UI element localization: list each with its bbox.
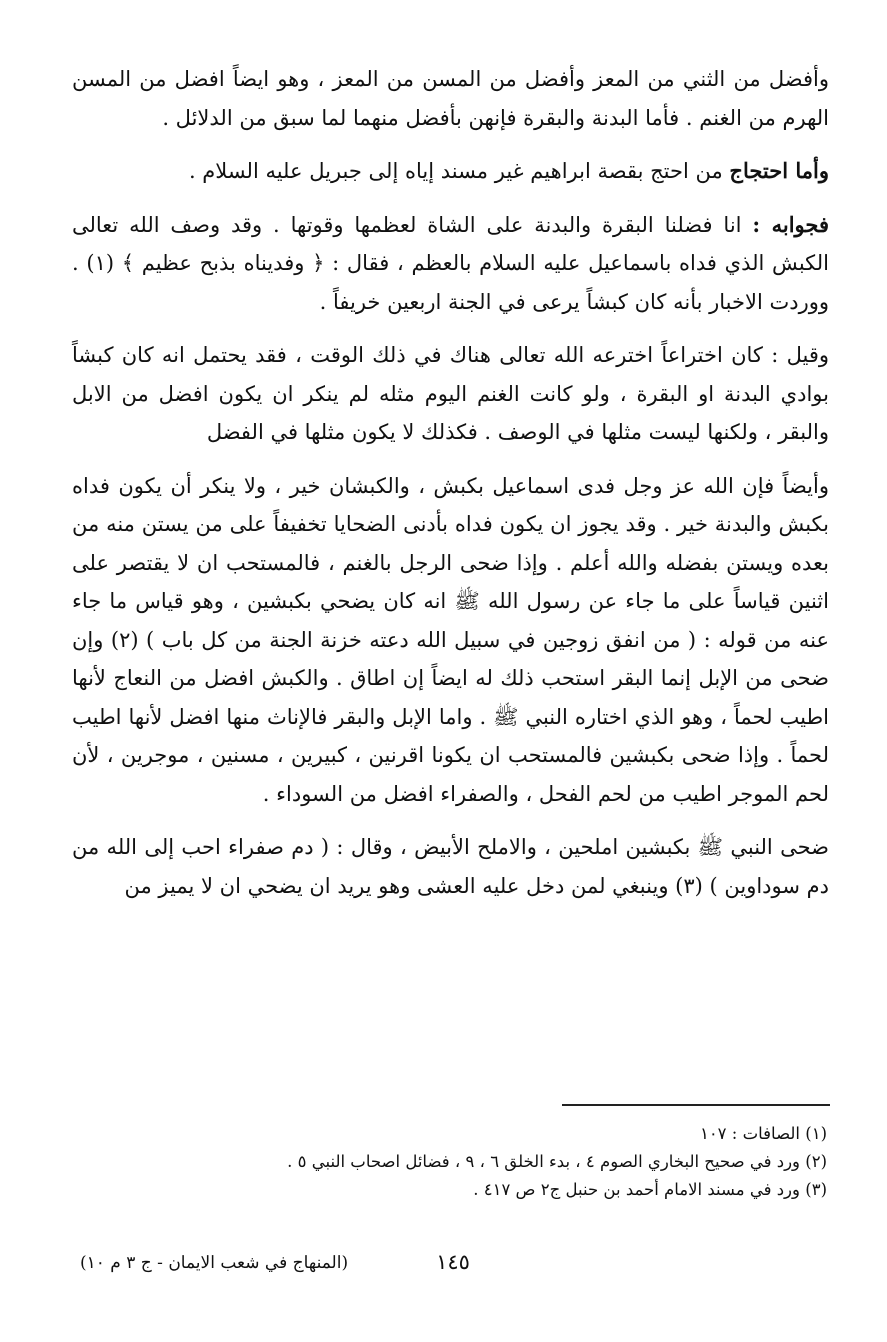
paragraph-lead: وأما احتجاج <box>729 158 829 183</box>
footnote-divider <box>562 1104 830 1106</box>
paragraph-2 <box>72 152 829 191</box>
paragraph-text: وأفضل من الثني من المعز وأفضل من المسن من المعز ، وهو ايضاً افضل من المسن الهرم من الغنم . فأما البدنة والبقرة فإنهن بأفضل منهما لما سبق من الدلائل . <box>72 67 829 130</box>
paragraph-lead: فجوابه : <box>752 211 829 237</box>
paragraph-3 <box>72 206 829 322</box>
paragraph-4 <box>72 336 829 452</box>
running-footer-title: (المنهاج في شعب الايمان - ج ٣ م ١٠) <box>80 1253 349 1273</box>
paragraph-6 <box>72 828 829 905</box>
footnotes <box>140 1120 827 1204</box>
paragraph-text: من احتج بقصة ابراهيم غير مسند إياه إلى جبريل عليه السلام . <box>188 159 730 183</box>
paragraph-text: انا فضلنا البقرة والبدنة على الشاة لعظمها وقوتها . وقد وصف الله تعالى الكبش الذي فداه باسماعيل عليه السلام بالعظم ، فقال : ﴿ وفديناه بذبح عظيم ﴾ (١) . ووردت الاخبار بأنه كان كبشاً يرعى في الجنة اربعين خريفاً . <box>72 212 829 314</box>
body-text <box>72 60 829 905</box>
paragraph-text: ضحى النبي ﷺ بكبشين املحين ، والاملح الأبيض ، وقال : ( دم صفراء احب إلى الله من دم سوداوين ) (٣) وينبغي لمن دخل عليه العشى وهو يريد ان يضحي ان لا يميز من <box>72 835 829 898</box>
paragraph-1 <box>72 60 829 137</box>
paragraph-text: وأيضاً فإن الله عز وجل فدى اسماعيل بكبش ، والكبشان خير ، ولا ينكر أن يكون فداه بكبش والبدنة خير . وقد يجوز ان يكون فداه بأدنى الضحايا تخفيفاً على من يستن منه من بعده ويستن بفضله والله أعلم . وإذا ضحى الرجل بالغنم ، فالمستحب ان لا يقتصر على اثنين قياساً على ما جاء عن رسول الله ﷺ انه كان يضحي بكبشين ، وهو قياس ما جاء عنه من قوله : ( من انفق زوجين في سبيل الله دعته خزنة الجنة من كل باب ) (٢) وإن ضحى من الإبل إنما البقر استحب ذلك له ايضاً إن اطاق . والكبش افضل من النعاج لأنها اطيب لحماً ، وهو الذي اختاره النبي ﷺ . واما الإبل والبقر فالإناث منها افضل لأنها اطيب لحماً . وإذا ضحى بكبشين فالمستحب ان يكونا اقرنين ، كبيرين ، مسنين ، موجرين ، لأن لحم الموجر اطيب من لحم الفحل ، والصفراء افضل من السوداء . <box>72 473 829 806</box>
footnote-3: (٣) ورد في مسند الامام أحمد بن حنبل ج٢ ص ٤١٧ . <box>473 1180 827 1199</box>
page-number: ١٤٥ <box>436 1250 470 1274</box>
footnote-1: (١) الصافات : ١٠٧ <box>699 1124 827 1143</box>
paragraph-text: وقيل : كان اختراعاً اخترعه الله تعالى هناك في ذلك الوقت ، فقد يحتمل انه كان كبشاً بوادي البدنة او البقرة ، ولو كانت الغنم اليوم مثله لم ينكر ان يكون افضل من الابل والبقر ، ولكنها ليست مثلها في الوصف . فكذلك لا يكون مثلها في الفضل <box>72 343 829 444</box>
paragraph-5 <box>72 467 829 814</box>
footnote-2: (٢) ورد في صحيح البخاري الصوم ٤ ، بدء الخلق ٦ ، ٩ ، فضائل اصحاب النبي ٥ . <box>287 1152 827 1171</box>
